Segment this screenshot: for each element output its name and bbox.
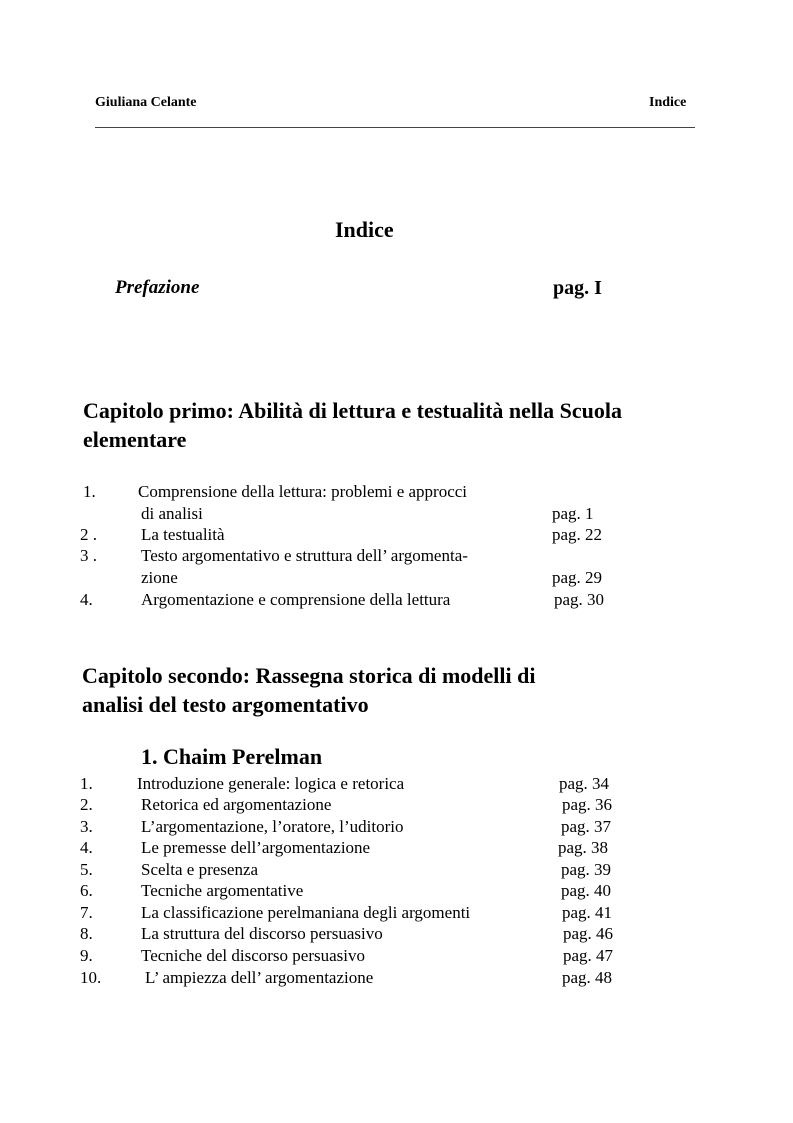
page-title: Indice	[335, 217, 394, 242]
toc-number: 4.	[80, 590, 93, 609]
toc-number: 3.	[80, 817, 93, 836]
chapter2-title-line: analisi del testo argomentativo	[82, 692, 369, 717]
toc-number: 2.	[80, 795, 93, 814]
chapter2-heading	[82, 661, 535, 719]
chapter1-heading	[83, 396, 711, 454]
toc-number: 4.	[80, 838, 93, 857]
toc-page: pag. 30	[554, 590, 605, 609]
toc-page: pag. 48	[562, 968, 613, 987]
toc-page: pag. 1	[552, 504, 594, 523]
toc-page: pag. 40	[561, 881, 612, 900]
toc-number: 8.	[80, 924, 93, 943]
toc-number: 7.	[80, 903, 93, 922]
header-rule	[95, 127, 695, 128]
toc-entry-text: La classificazione perelmaniana degli argomenti	[141, 903, 471, 922]
chapter2-title-line: Capitolo secondo: Rassegna storica di modelli di	[82, 663, 536, 688]
toc-page: pag. 34	[559, 774, 610, 793]
toc-number: 2 .	[80, 525, 97, 544]
toc-number: 6.	[80, 881, 93, 900]
toc-number: 9.	[80, 946, 93, 965]
toc-page: pag. 47	[563, 946, 614, 965]
toc-page: pag. 22	[552, 525, 603, 544]
toc-entry-text: Scelta e presenza	[141, 860, 259, 879]
toc-entry-text: di analisi	[141, 504, 203, 523]
running-header-section: Indice	[649, 95, 687, 110]
toc-page: pag. 39	[561, 860, 612, 879]
chapter1-title-line: elementare	[83, 427, 187, 452]
toc-number: 1.	[83, 482, 96, 501]
chapter1-title-line: Capitolo primo: Abilità di lettura e testualità nella Scuola	[83, 398, 622, 423]
toc-entry-text: Comprensione della lettura: problemi e approcci	[138, 482, 468, 501]
preface-label: Prefazione	[115, 277, 200, 298]
toc-entry-text: Testo argomentativo e struttura dell’ argomenta-	[141, 546, 468, 565]
toc-entry-text: zione	[141, 568, 178, 587]
toc-entry-text: Tecniche del discorso persuasivo	[141, 946, 365, 965]
running-header-author: Giuliana Celante	[95, 95, 197, 110]
toc-entry-text: L’argomentazione, l’oratore, l’uditorio	[141, 817, 404, 836]
toc-entry-text: Retorica ed argomentazione	[141, 795, 332, 814]
toc-number: 1.	[80, 774, 93, 793]
toc-entry-text: La struttura del discorso persuasivo	[141, 924, 383, 943]
toc-entry-text: Introduzione generale: logica e retorica	[137, 774, 405, 793]
toc-number: 10.	[80, 968, 102, 987]
toc-entry-text: Tecniche argomentative	[141, 881, 304, 900]
toc-page: pag. 46	[563, 924, 614, 943]
toc-number: 5.	[80, 860, 93, 879]
toc-number: 3 .	[80, 546, 97, 565]
toc-page: pag. 29	[552, 568, 603, 587]
toc-page: pag. 36	[562, 795, 613, 814]
toc-entry-text: Le premesse dell’argomentazione	[141, 838, 371, 857]
preface-page: pag. I	[553, 277, 602, 299]
toc-entry-text: L’ ampiezza dell’ argomentazione	[145, 968, 374, 987]
toc-entry-text: Argomentazione e comprensione della lettura	[141, 590, 451, 609]
toc-page: pag. 37	[561, 817, 612, 836]
toc-page: pag. 38	[558, 838, 609, 857]
toc-page: pag. 41	[562, 903, 613, 922]
toc-entry-text: La testualità	[141, 525, 225, 544]
subsection-title: 1. Chaim Perelman	[141, 744, 323, 769]
